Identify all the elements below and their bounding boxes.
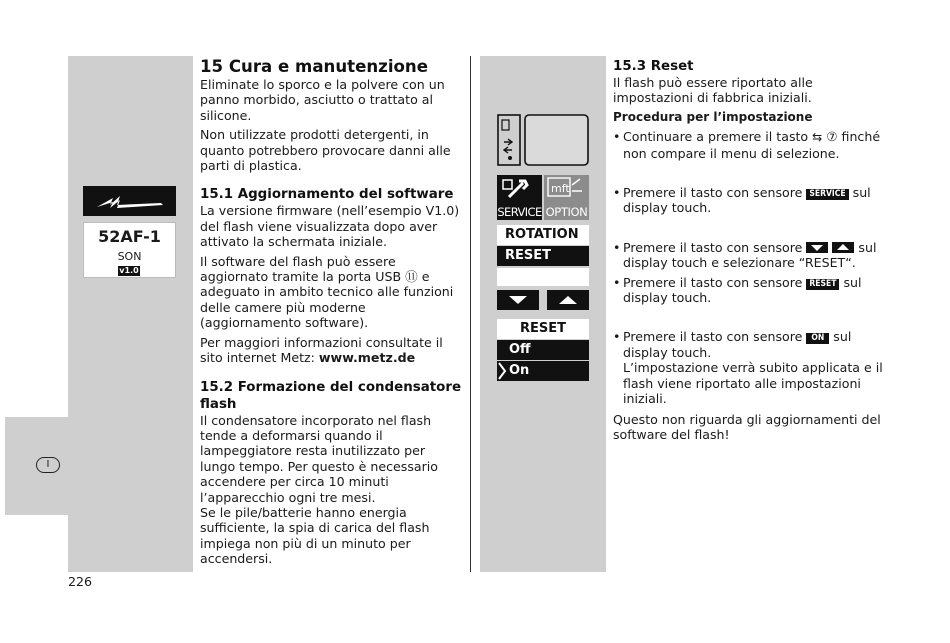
step-4-text-b: sul <box>839 274 862 290</box>
software-paragraph-2: Il software del flash può essere aggiornato tramite la porta USB ⑪ e adeguato in ambito tecnico alle funzioni delle camere più moderne (aggiornamento software). <box>200 253 454 331</box>
option-button-tile[interactable] <box>544 175 589 220</box>
step-1-text-c: non compare il menu di selezione. <box>623 145 840 161</box>
scroll-down-button[interactable] <box>497 290 539 310</box>
language-label: I <box>46 459 50 470</box>
step-2: • Premere il tasto con sensore SERVICE sul display touch. <box>613 185 871 216</box>
step-5-text-a: Premere il tasto con sensore <box>623 329 807 345</box>
reset-intro: Il flash può essere riportato alle impostazioni di fabbrica iniziali. <box>613 75 813 106</box>
reset-section-title: 15.3 Reset <box>613 59 694 74</box>
step-2-text-b: sul <box>848 185 871 201</box>
menu-item-rotation-label: ROTATION <box>505 227 579 242</box>
software-paragraph-3 <box>200 335 462 366</box>
step-3-text-a: Premere il tasto con sensore <box>623 239 807 255</box>
step-4: • Premere il tasto con sensore RESET sul display touch. <box>613 274 862 306</box>
reset-note: Questo non riguarda gli aggiornamenti del software del flash! <box>613 411 881 442</box>
model-variant: SON <box>117 250 142 263</box>
left-column <box>200 57 462 567</box>
mode-switch-icon: ⇆ <box>812 130 823 145</box>
firmware-screen <box>83 222 176 278</box>
step-4-text-a: Premere il tasto con sensore <box>623 274 807 290</box>
on-chip: ON <box>806 333 829 344</box>
reset-screen-title <box>497 319 589 339</box>
model-name: 52AF-1 <box>98 227 161 246</box>
reset-option-on-label: On <box>509 363 530 378</box>
step-3: • Premere il tasto con sensore sul display touch e selezionare “RESET“. <box>613 239 877 271</box>
right-column <box>613 58 883 442</box>
step-2-text-c: display touch. <box>623 200 712 216</box>
capacitor-paragraph-2: Se le pile/batterie hanno energia sufficiente, la spia di carica del flash impiega non più di un minuto per accendersi. <box>200 504 430 567</box>
reset-option-off-label: Off <box>509 342 531 357</box>
menu-blank-row <box>497 268 589 286</box>
reset-chip: RESET <box>806 279 839 290</box>
menu-item-reset[interactable] <box>497 246 589 266</box>
service-button-tile[interactable] <box>497 175 542 220</box>
subsection-title-software: 15.1 Aggiornamento del software <box>200 187 454 203</box>
step-1: • Continuare a premere il tasto ⇆ ⑦ finché non compare il menu di selezione. <box>613 129 881 161</box>
arrow-up-chip-icon <box>832 242 854 253</box>
metz-logo-mark <box>83 186 176 216</box>
option-label: OPTION <box>545 205 588 219</box>
metz-logo <box>83 186 176 216</box>
step-5: • Premere il tasto con sensore ON sul display touch. L’impostazione verrà subito applicata e il flash viene riportato alle impostazioni iniziali. <box>613 329 883 407</box>
flash-body-illustration <box>497 114 589 166</box>
column-divider <box>470 56 471 572</box>
svg-text:mft: mft <box>551 182 570 195</box>
menu-item-rotation[interactable] <box>497 225 589 245</box>
step-4-text-c: display touch. <box>623 290 712 306</box>
selection-arrow-icon <box>498 361 507 381</box>
page-number: 226 <box>68 574 93 589</box>
reset-option-off[interactable] <box>497 340 589 360</box>
subsection-title-capacitor: 15.2 Formazione del condensatore flash <box>200 379 462 412</box>
step-3-text-c: display touch e selezionare “RESET“. <box>623 255 856 271</box>
procedure-title: Procedura per l’impostazione <box>613 109 813 124</box>
website-intro: Per maggiori informazioni consultate il sito internet Metz: <box>200 334 443 366</box>
option-mft-icon <box>544 175 589 205</box>
step-3-text-b: sul <box>854 239 877 255</box>
intro-paragraph-2: Non utilizzate prodotti detergenti, in quanto potrebbero provocare danni alle parti di plastica. <box>200 127 451 174</box>
wrench-icon <box>497 175 542 205</box>
service-label: SERVICE <box>497 205 542 219</box>
intro-paragraph-1: Eliminate lo sporco e la polvere con un panno morbido, asciutto o trattato al silicone. <box>200 77 445 123</box>
left-gray-band <box>68 56 193 572</box>
triangle-down-icon <box>497 290 539 310</box>
scroll-up-button[interactable] <box>547 290 589 310</box>
capacitor-paragraph-1: Il condensatore incorporato nel flash tende a deformarsi quando il lampeggiatore resta inutilizzato per lungo tempo. Per questo è necessario accendere per circa 10 minuti l’apparecchio ogni tre mesi. <box>200 412 438 505</box>
reset-screen-title-label: RESET <box>519 321 566 336</box>
step-5-text-d: L’impostazione verrà subito applicata e il flash viene riportato alle impostazioni iniziali. <box>623 360 883 407</box>
software-paragraph-1: La versione firmware (nell’esempio V1.0) del flash viene visualizzata dopo aver attivato la schermata iniziale. <box>200 203 460 250</box>
triangle-up-icon <box>547 290 589 310</box>
step-1-text-b: ⑦ finché <box>822 129 881 145</box>
step-1-text-a: Continuare a premere il tasto <box>623 129 813 145</box>
step-5-text-b: sul <box>829 329 852 345</box>
menu-item-reset-label: RESET <box>505 248 552 263</box>
version-badge: v1.0 <box>119 266 139 275</box>
flash-head-icon <box>497 114 589 166</box>
section-title: 15 Cura e manutenzione <box>200 57 428 76</box>
step-2-text-a: Premere il tasto con sensore <box>623 185 807 201</box>
step-5-text-c: display touch. <box>623 344 712 360</box>
language-badge <box>36 457 60 473</box>
service-chip: SERVICE <box>806 189 848 200</box>
website-link[interactable]: www.metz.de <box>318 350 416 366</box>
reset-option-on[interactable] <box>497 361 589 381</box>
arrow-down-chip-icon <box>806 242 828 253</box>
